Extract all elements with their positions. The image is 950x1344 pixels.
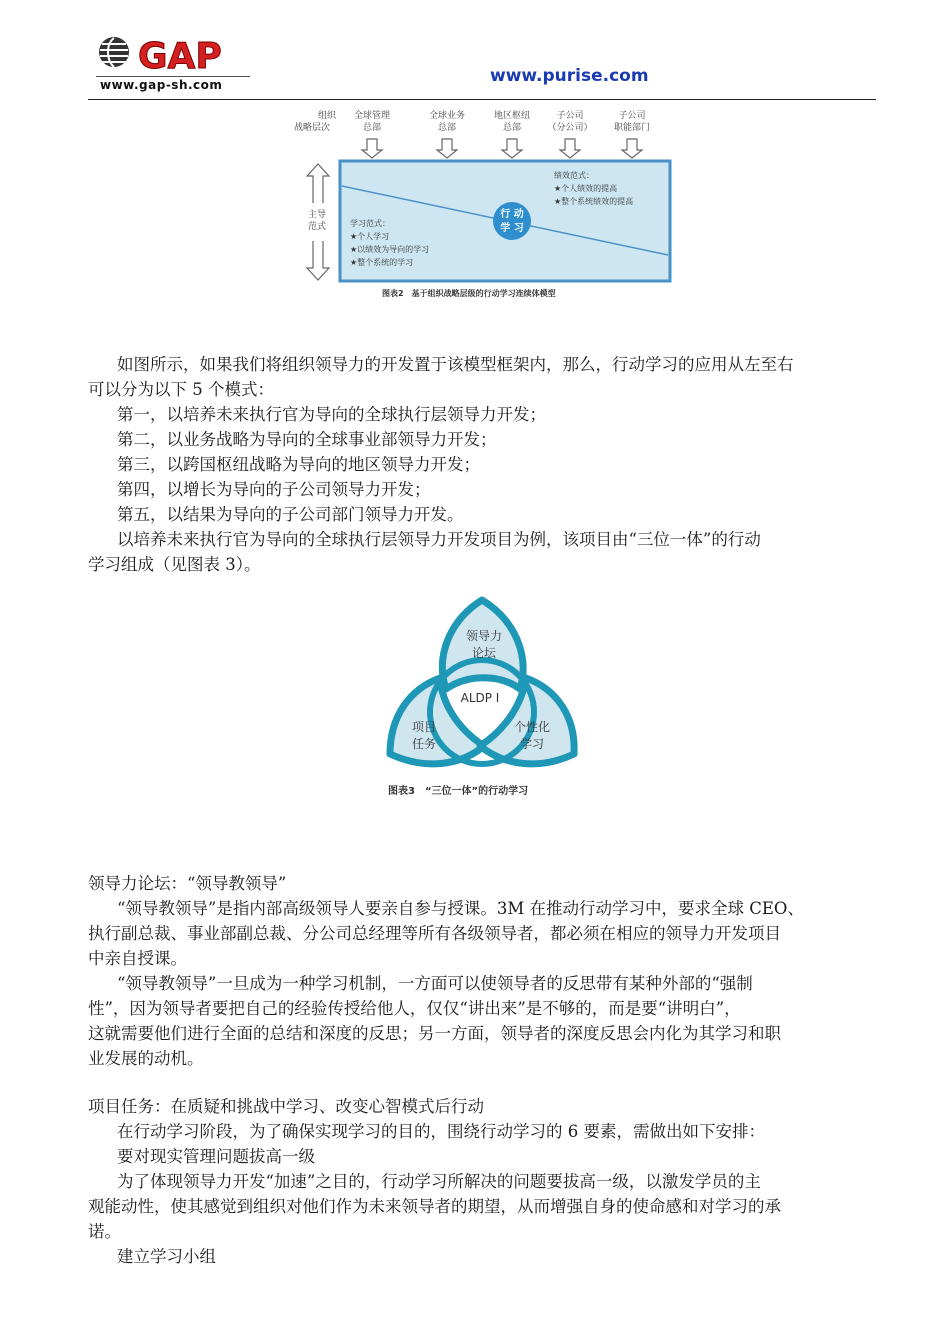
paragraph-line: “领导教领导”一旦成为一种学习机制，一方面可以使领导者的反思带有某种外部的“强制: [117, 974, 753, 993]
list-item: 第二，以业务战略为导向的全球事业部领导力开发；: [117, 430, 497, 449]
paragraph-line: 这就需要他们进行全面的总结和深度的反思；另一方面，领导者的深度反思会内化为其学习和职: [88, 1024, 781, 1043]
performance-item-2: ★整个系统绩效的提高: [554, 197, 634, 206]
section-heading: 领导力论坛：“领导教领导”: [88, 874, 287, 893]
header-org-2: 战略层次: [294, 123, 331, 133]
paragraph-line: 在行动学习阶段，为了确保实现学习的目的，围绕行动学习的 6 要素，需做出如下安排：: [117, 1122, 765, 1141]
top-label-1: 领导力: [465, 629, 503, 643]
section-heading: 项目任务：在质疑和挑战中学习、改变心智模式后行动: [88, 1097, 484, 1116]
col-3-line-2: 总部: [502, 123, 522, 133]
paragraph-line: 可以分为以下 5 个模式：: [88, 380, 274, 399]
side-label-2: 范式: [308, 222, 327, 232]
col-4-line-2: （分公司）: [547, 123, 593, 133]
paragraph-line: 执行副总裁、事业部副总裁、分公司总经理等所有各级领导者，都必须在相应的领导力开发项目: [88, 924, 781, 943]
col-2-line-2: 总部: [437, 123, 457, 133]
figure-3-diagram: [380, 594, 585, 799]
col-5-line-1: 子公司: [618, 111, 646, 121]
figure-3-caption: 图表3 “三位一体”的行动学习: [388, 786, 529, 797]
list-item: 第四，以增长为导向的子公司领导力开发；: [117, 480, 431, 499]
figure-3: [380, 594, 585, 799]
col-1-line-2: 总部: [362, 123, 382, 133]
sub-heading: 建立学习小组: [117, 1247, 216, 1266]
gap-logo-mark: [96, 30, 256, 80]
paragraph-line: “领导教领导”是指内部高级领导人要亲自参与授课。3M 在推动行动学习中，要求全球 CEO、: [117, 899, 804, 918]
learning-item-3: ★整个系统的学习: [350, 258, 414, 267]
paragraph-line: 业发展的动机。: [88, 1049, 204, 1068]
learning-title: 学习范式：: [350, 219, 390, 228]
sub-heading: 要对现实管理问题拔高一级: [117, 1147, 315, 1166]
down-arrow-icon: [502, 139, 522, 158]
list-item: 第一，以培养未来执行官为导向的全球执行层领导力开发；: [117, 405, 546, 424]
paragraph-line: 以培养未来执行官为导向的全球执行层领导力开发项目为例，该项目由“三位一体”的行动: [117, 530, 761, 549]
side-label-1: 主导: [308, 210, 327, 220]
logo-url[interactable]: www.gap-sh.com: [100, 78, 223, 92]
left-label-2: 任务: [411, 737, 437, 751]
performance-title: 绩效范式：: [554, 171, 594, 180]
header-org-1: 组织: [318, 111, 337, 121]
down-arrow-icon: [560, 139, 580, 158]
paragraph-line: 为了体现领导力开发“加速”之目的，行动学习所解决的问题要拔高一级，以激发学员的主: [117, 1172, 761, 1191]
down-arrow-icon: [437, 139, 457, 158]
list-item: 第三，以跨国枢纽战略为导向的地区领导力开发；: [117, 455, 480, 474]
down-arrow-icon: [362, 139, 382, 158]
paragraph-line: 学习组成（见图表 3）。: [88, 555, 261, 574]
right-label-1: 个性化: [513, 720, 551, 734]
paragraph-line: 诺。: [88, 1222, 121, 1241]
paragraph-line: 性”，因为领导者要把自己的经验传授给他人，仅仅“讲出来”是不够的，而是要“讲明白”，: [88, 999, 741, 1018]
down-arrow-icon: [622, 139, 642, 158]
left-label-1: 项目: [411, 720, 437, 734]
paragraph-line: 观能动性，使其感觉到组织对他们作为未来领导者的期望，从而增强自身的使命感和对学习的承: [88, 1197, 781, 1216]
logo-divider: [96, 76, 250, 77]
col-3-line-1: 地区枢纽: [493, 111, 531, 121]
col-4-line-1: 子公司: [556, 111, 584, 121]
col-1-line-1: 全球管理: [353, 111, 391, 121]
site-url[interactable]: www.purise.com: [490, 66, 649, 86]
figure-2-diagram: [294, 108, 680, 298]
performance-item-1: ★个人绩效的提高: [554, 184, 618, 193]
learning-item-1: ★个人学习: [350, 232, 390, 241]
right-label-2: 学习: [519, 737, 545, 751]
paragraph-line: 如图所示，如果我们将组织领导力的开发置于该模型框架内，那么，行动学习的应用从左至右: [117, 355, 794, 374]
action-learning-circle: [493, 202, 531, 240]
center-label: ALDP Ⅰ: [460, 691, 500, 705]
logo-wordmark: GAP: [138, 36, 222, 77]
col-5-line-2: 职能部门: [613, 123, 651, 133]
petal-leadership-forum: [442, 600, 523, 689]
top-label-2: 论坛: [471, 646, 497, 660]
paragraph-line: 中亲自授课。: [88, 949, 187, 968]
header-rule: [88, 99, 876, 100]
list-item: 第五，以结果为导向的子公司部门领导力开发。: [117, 505, 464, 524]
learning-item-2: ★以绩效为导向的学习: [350, 245, 430, 254]
figure-2: [294, 108, 680, 298]
globe-icon: [99, 37, 129, 67]
col-2-line-1: 全球业务: [428, 111, 466, 121]
center-label-2: 学 习: [500, 223, 524, 234]
figure-2-caption: 图表2 基于组织战略层级的行动学习连续体模型: [382, 289, 556, 298]
center-label-1: 行 动: [500, 209, 524, 220]
